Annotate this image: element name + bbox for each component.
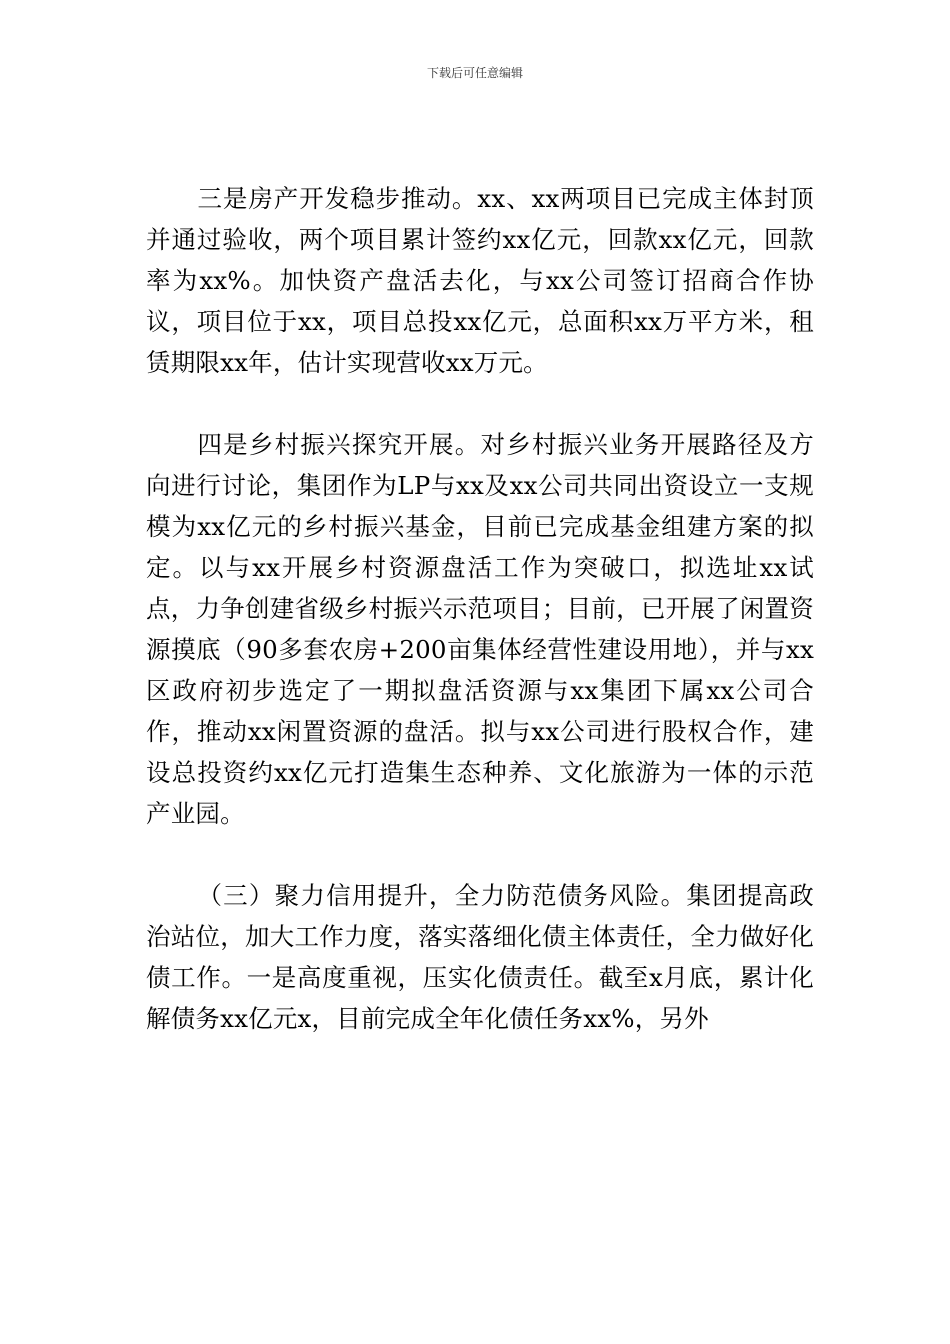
- paragraph-gap: [146, 834, 814, 875]
- page-header: 下载后可任意编辑: [426, 66, 523, 80]
- paragraph-real-estate: 三是房产开发稳步推动。xx、xx两项目已完成主体封顶并通过验收，两个项目累计签约xx亿元，回款xx亿元，回款率为xx%。加快资产盘活去化，与xx公司签订招商合作协议，项目位于xx，项目总投xx亿元，总面积xx万平方米，租赁期限xx年，估计实现营收xx万元。: [146, 184, 814, 377]
- paragraph-rural-revitalization: 四是乡村振兴探究开展。对乡村振兴业务开展路径及方向进行讨论，集团作为LP与xx及xx公司共同出资设立一支规模为xx亿元的乡村振兴基金，目前已完成基金组建方案的拟定。以与xx开展乡村资源盘活工作为突破口，拟选址xx试点，力争创建省级乡村振兴示范项目；目前，已开展了闲置资源摸底（90多套农房+200亩集体经营性建设用地），并与xx区政府初步选定了一期拟盘活资源与xx集团下属xx公司合作，推动xx闲置资源的盘活。拟与xx公司进行股权合作，建设总投资约xx亿元打造集生态种养、文化旅游为一体的示范产业园。: [146, 430, 814, 828]
- document-body: [146, 178, 814, 1039]
- paragraph-gap: [146, 383, 814, 424]
- paragraph-debt-risk: （三）聚力信用提升，全力防范债务风险。集团提高政治站位，加大工作力度，落实落细化债主体责任，全力做好化债工作。一是高度重视，压实化债责任。截至x月底，累计化解债务xx亿元x，目前完成全年化债任务xx%，另外: [146, 881, 814, 1033]
